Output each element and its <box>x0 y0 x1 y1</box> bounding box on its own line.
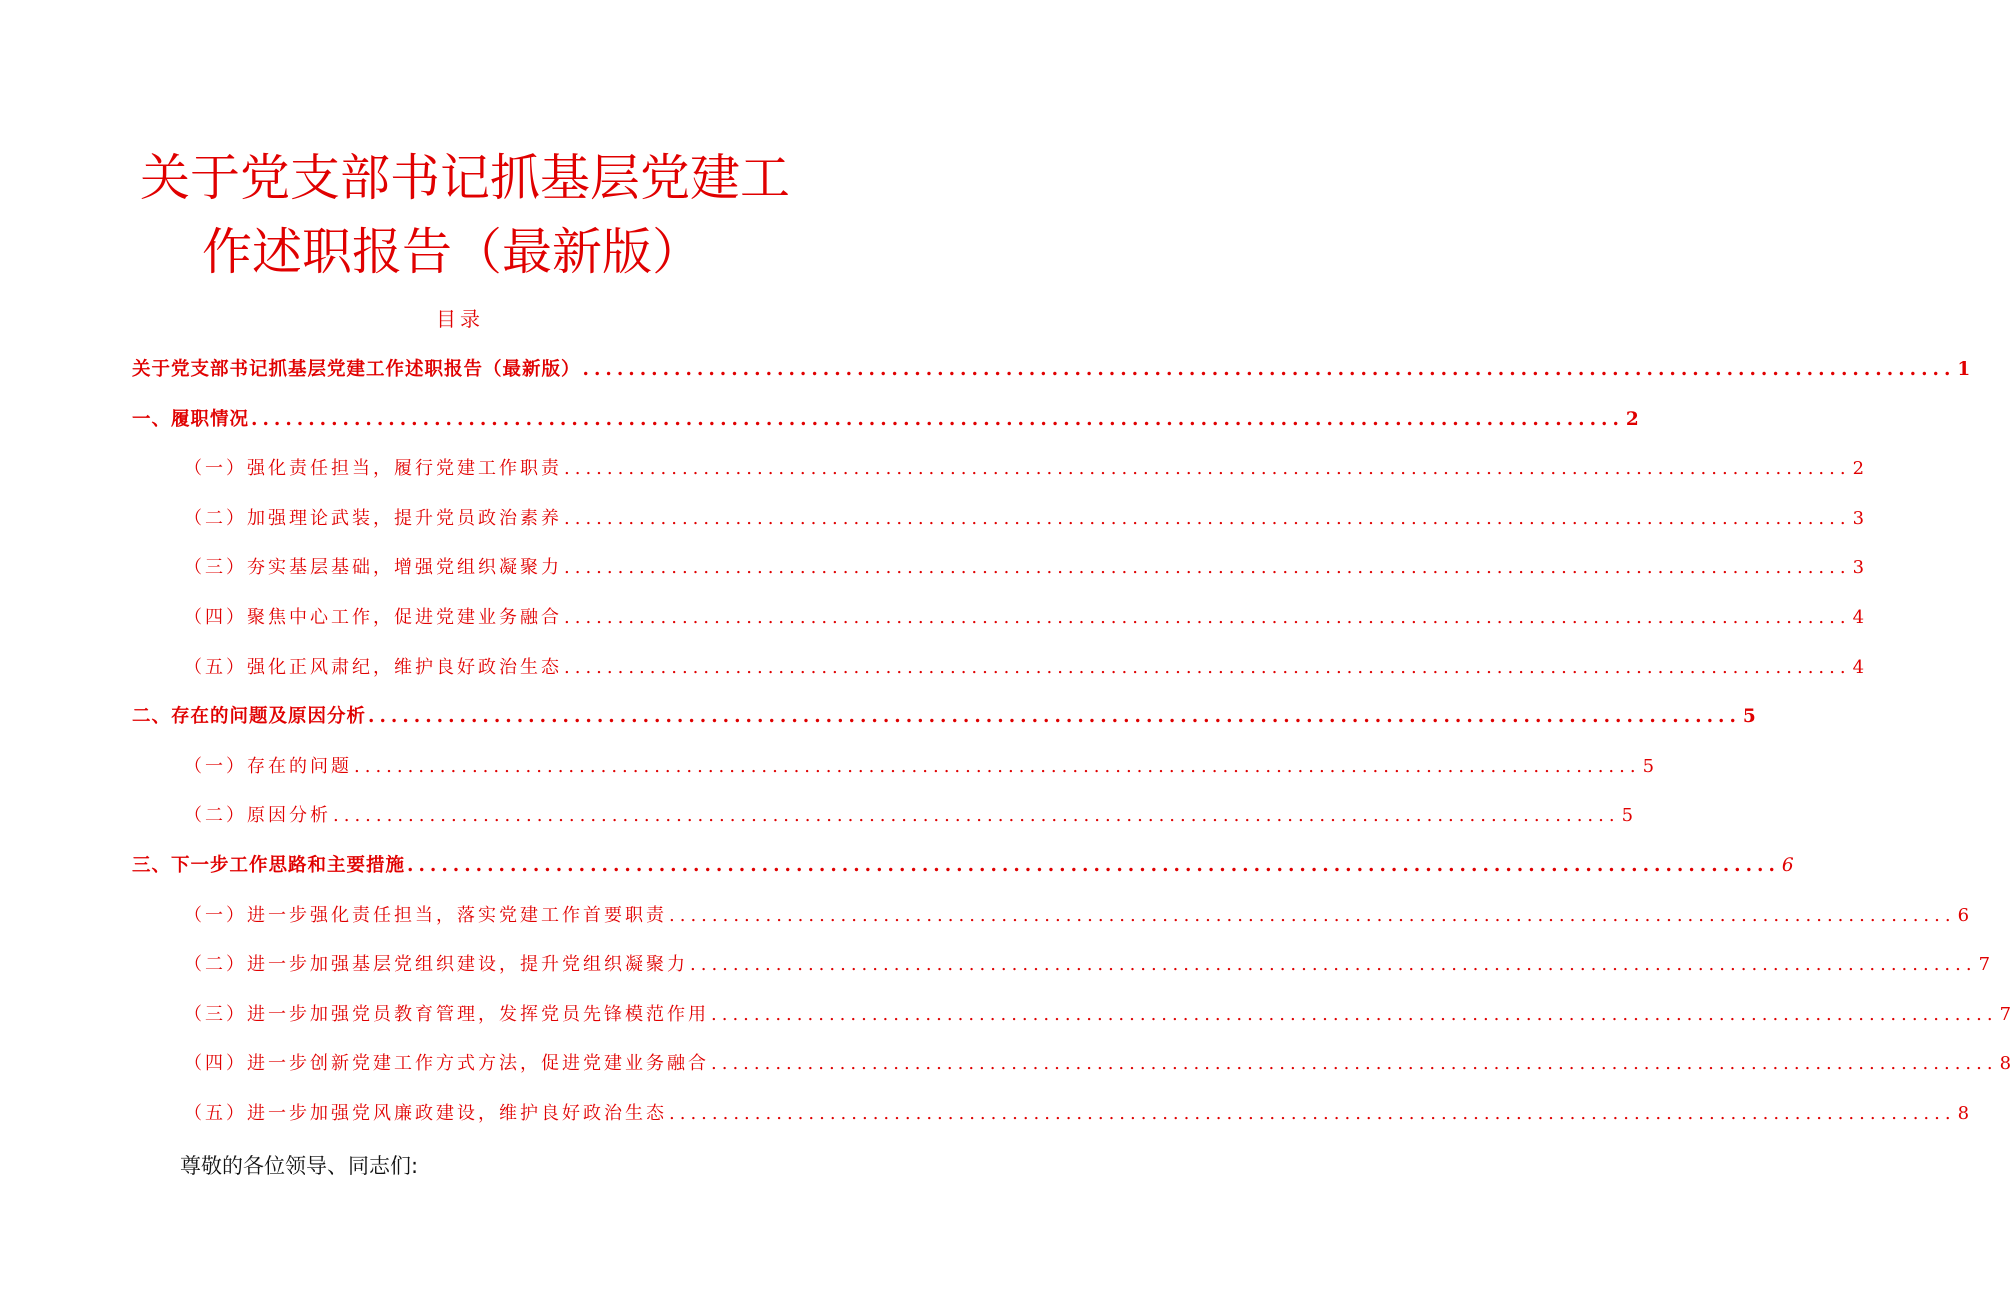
toc-entry-title: （五）强化正风肃纪，维护良好政治生态 <box>184 656 562 678</box>
toc-entry-title: 二、存在的问题及原因分析 <box>132 706 367 728</box>
toc-entry-page-number: 3 <box>1852 507 1865 529</box>
toc-entry-subsection[interactable] <box>132 494 1865 544</box>
toc-entry-page-number: 3 <box>1852 557 1865 579</box>
toc-entry-page-number: 4 <box>1852 656 1865 678</box>
toc-entry-page-number: 8 <box>1999 1053 2011 1075</box>
toc-entry-subsection[interactable] <box>132 593 1865 643</box>
toc-leader-dots: ........................................................................................................................ <box>582 359 1956 380</box>
toc-leader-dots: ........................................................................................................................ <box>690 954 1977 976</box>
toc-entry-title: （一）强化责任担当，履行党建工作职责 <box>184 458 562 480</box>
toc-entry-subsection[interactable] <box>132 742 1655 792</box>
document-title-line-2: 作述职报告（最新版） <box>202 223 702 281</box>
toc-entry-title: （四）聚焦中心工作，促进党建业务融合 <box>184 606 562 628</box>
toc-entry-page-number: 2 <box>1625 408 1639 430</box>
toc-entry-subsection[interactable] <box>132 643 1865 693</box>
toc-leader-dots: ........................................................................................................................ <box>354 755 1641 777</box>
toc-entry-subsection[interactable] <box>132 1039 2011 1089</box>
toc-leader-dots: ........................................................................................................................ <box>368 706 1741 728</box>
toc-entry-title: （二）加强理论武装，提升党员政治素养 <box>184 507 562 529</box>
table-of-contents <box>132 345 2011 1139</box>
toc-leader-dots: ........................................................................................................................ <box>333 805 1620 827</box>
toc-entry-section[interactable] <box>132 692 1756 742</box>
toc-entry-title: 关于党支部书记抓基层党建工作述职报告（最新版） <box>132 359 581 380</box>
toc-entry-title: （三）夯实基层基础，增强党组织凝聚力 <box>184 557 562 579</box>
toc-entry-page-number: 7 <box>1978 954 1991 976</box>
toc-entry-title: （四）进一步创新党建工作方式方法，促进党建业务融合 <box>184 1053 709 1075</box>
toc-entry-page-number: 8 <box>1957 1102 1970 1124</box>
toc-entry-subsection[interactable] <box>132 990 2011 1040</box>
toc-entry-section[interactable] <box>132 345 1971 395</box>
toc-leader-dots: ........................................................................................................................ <box>564 458 1851 480</box>
toc-entry-title: （三）进一步加强党员教育管理，发挥党员先锋模范作用 <box>184 1003 709 1025</box>
toc-entry-title: 一、履职情况 <box>132 408 250 430</box>
toc-entry-page-number: 5 <box>1621 805 1634 827</box>
toc-entry-section[interactable] <box>132 841 1794 891</box>
toc-leader-dots: ........................................................................................................................ <box>407 854 1780 876</box>
toc-leader-dots: ........................................................................................................................ <box>564 656 1851 678</box>
toc-leader-dots: ........................................................................................................................ <box>669 904 1956 926</box>
toc-entry-page-number: 5 <box>1642 755 1655 777</box>
toc-entry-subsection[interactable] <box>132 1089 1970 1139</box>
toc-entry-subsection[interactable] <box>132 444 1865 494</box>
toc-entry-page-number: 6 <box>1781 854 1794 876</box>
toc-leader-dots: ........................................................................................................................ <box>564 557 1851 579</box>
toc-leader-dots: ........................................................................................................................ <box>669 1102 1956 1124</box>
toc-leader-dots: ........................................................................................................................ <box>564 507 1851 529</box>
toc-entry-title: （二）原因分析 <box>184 805 331 827</box>
toc-entry-page-number: 6 <box>1957 904 1970 926</box>
toc-entry-page-number: 4 <box>1852 606 1865 628</box>
document-title-line-1: 关于党支部书记抓基层党建工 <box>140 149 790 207</box>
toc-leader-dots: ........................................................................................................................ <box>711 1003 1998 1025</box>
toc-entry-title: （五）进一步加强党风廉政建设，维护良好政治生态 <box>184 1102 667 1124</box>
toc-entry-section[interactable] <box>132 395 1639 445</box>
toc-leader-dots: ........................................................................................................................ <box>251 408 1624 430</box>
toc-entry-page-number: 5 <box>1742 706 1756 728</box>
toc-entry-subsection[interactable] <box>132 543 1865 593</box>
toc-entry-subsection[interactable] <box>132 791 1634 841</box>
toc-entry-title: （一）进一步强化责任担当，落实党建工作首要职责 <box>184 904 667 926</box>
toc-entry-title: 三、下一步工作思路和主要措施 <box>132 854 406 876</box>
toc-entry-title: （一）存在的问题 <box>184 755 352 777</box>
toc-leader-dots: ........................................................................................................................ <box>564 606 1851 628</box>
toc-entry-subsection[interactable] <box>132 891 1970 941</box>
toc-entry-title: （二）进一步加强基层党组织建设，提升党组织凝聚力 <box>184 954 688 976</box>
toc-entry-page-number: 1 <box>1957 359 1971 380</box>
toc-entry-page-number: 7 <box>1999 1003 2011 1025</box>
greeting-text: 尊敬的各位领导、同志们: <box>180 1154 419 1178</box>
toc-entry-page-number: 2 <box>1852 458 1865 480</box>
toc-entry-subsection[interactable] <box>132 940 1991 990</box>
toc-leader-dots: ........................................................................................................................ <box>711 1053 1998 1075</box>
toc-heading: 目录 <box>436 307 484 331</box>
